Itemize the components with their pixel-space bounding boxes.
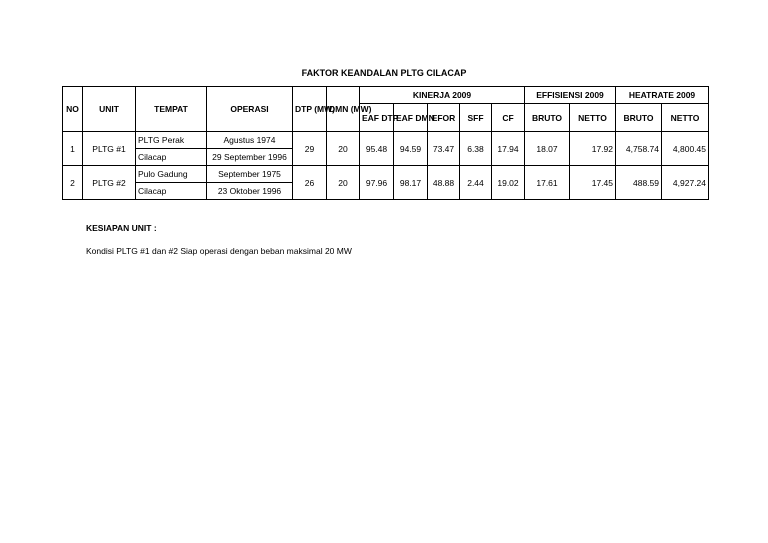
header-eaf-dtp: EAF DTP <box>360 104 394 132</box>
cell-operasi: September 1975 <box>207 166 293 183</box>
cell-hr-netto: 4,927.24 <box>662 166 709 200</box>
header-dtp: DTP (MW) <box>293 87 327 132</box>
cell-eaf-dtp: 97.96 <box>360 166 394 200</box>
cell-eff-netto: 17.92 <box>570 132 616 166</box>
header-cf: CF <box>492 104 525 132</box>
header-kinerja: KINERJA 2009 <box>360 87 525 104</box>
status-note: Kondisi PLTG #1 dan #2 Siap operasi dengan beban maksimal 20 MW <box>86 246 352 256</box>
cell-no: 1 <box>63 132 83 166</box>
header-hr-bruto: BRUTO <box>616 104 662 132</box>
cell-hr-netto: 4,800.45 <box>662 132 709 166</box>
cell-sff: 6.38 <box>460 132 492 166</box>
cell-eff-bruto: 18.07 <box>525 132 570 166</box>
cell-dtp: 26 <box>293 166 327 200</box>
cell-no: 2 <box>63 166 83 200</box>
header-heatrate: HEATRATE 2009 <box>616 87 709 104</box>
header-eaf-dmn: EAF DMN <box>394 104 428 132</box>
cell-tempat: Pulo Gadung <box>136 166 207 183</box>
cell-unit: PLTG #2 <box>83 166 136 200</box>
cell-tempat: Cilacap <box>136 183 207 200</box>
header-efor: EFOR <box>428 104 460 132</box>
cell-dmn: 20 <box>327 132 360 166</box>
cell-dmn: 20 <box>327 166 360 200</box>
cell-hr-bruto: 488.59 <box>616 166 662 200</box>
header-operasi: OPERASI <box>207 87 293 132</box>
header-effisiensi: EFFISIENSI 2009 <box>525 87 616 104</box>
header-unit: UNIT <box>83 87 136 132</box>
cell-tempat: Cilacap <box>136 149 207 166</box>
cell-operasi: 29 September 1996 <box>207 149 293 166</box>
cell-eaf-dtp: 95.48 <box>360 132 394 166</box>
cell-eaf-dmn: 94.59 <box>394 132 428 166</box>
cell-eff-netto: 17.45 <box>570 166 616 200</box>
cell-dtp: 29 <box>293 132 327 166</box>
cell-cf: 17.94 <box>492 132 525 166</box>
cell-hr-bruto: 4,758.74 <box>616 132 662 166</box>
cell-operasi: 23 Oktober 1996 <box>207 183 293 200</box>
cell-efor: 48.88 <box>428 166 460 200</box>
header-eff-netto: NETTO <box>570 104 616 132</box>
header-no: NO <box>63 87 83 132</box>
page-title: FAKTOR KEANDALAN PLTG CILACAP <box>301 68 467 78</box>
table-row <box>63 132 709 149</box>
header-sff: SFF <box>460 104 492 132</box>
header-hr-netto: NETTO <box>662 104 709 132</box>
section-heading: KESIAPAN UNIT : <box>86 223 157 233</box>
cell-efor: 73.47 <box>428 132 460 166</box>
cell-unit: PLTG #1 <box>83 132 136 166</box>
cell-eaf-dmn: 98.17 <box>394 166 428 200</box>
cell-cf: 19.02 <box>492 166 525 200</box>
table-row <box>63 166 709 183</box>
header-dmn: DMN (MW) <box>327 87 360 132</box>
cell-tempat: PLTG Perak <box>136 132 207 149</box>
cell-operasi: Agustus 1974 <box>207 132 293 149</box>
header-tempat: TEMPAT <box>136 87 207 132</box>
reliability-table <box>62 86 709 200</box>
cell-sff: 2.44 <box>460 166 492 200</box>
header-eff-bruto: BRUTO <box>525 104 570 132</box>
cell-eff-bruto: 17.61 <box>525 166 570 200</box>
